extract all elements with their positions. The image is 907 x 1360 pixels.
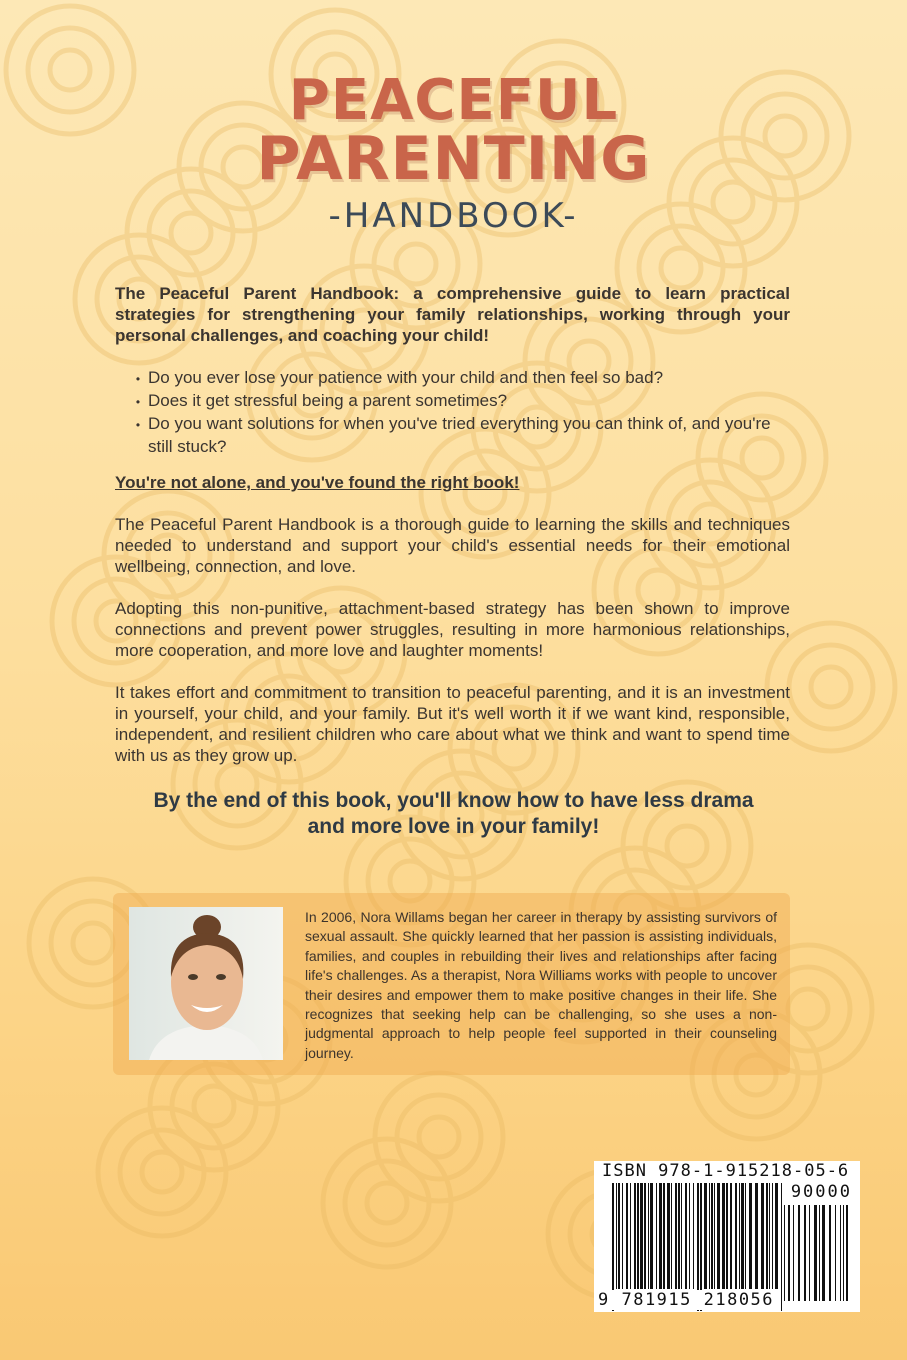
- subheading: You're not alone, and you've found the right book!: [115, 473, 520, 492]
- swirl: [397, 1095, 481, 1179]
- bar: [835, 1205, 836, 1301]
- swirl: [661, 248, 701, 288]
- bar: [637, 1183, 639, 1289]
- bar: [678, 1183, 680, 1289]
- paragraph: The Peaceful Parent Handbook is a thorough guide to learning the skills and techniques needed to understand and support your child's essential needs for their emotional wellbeing, connection, and love.: [115, 515, 790, 576]
- title-peaceful: PEACEFUL: [288, 68, 619, 133]
- bar: [681, 1183, 682, 1289]
- bar: [843, 1205, 844, 1301]
- bar: [749, 1183, 752, 1289]
- bar: [689, 1183, 690, 1289]
- swirl: [120, 1130, 204, 1214]
- bar: [685, 1183, 687, 1289]
- swirl: [98, 1108, 226, 1236]
- author-bio-text: In 2006, Nora Willams began her career in therapy by assisting survivors of sexual assault. She quickly learned that her passion is assisting individuals, families, and couples in rebuilding their lives and relationships after facing life's challenges. As a therapist, Nora Williams works with people to uncover their desires and empower them to make positive changes in their life. She recognizes that seeking help can be challenging, so she uses a non-judgmental approach to help people feel supported in their counseling journey.: [305, 909, 777, 1061]
- bar: [667, 1183, 670, 1289]
- bar: [730, 1183, 732, 1289]
- bar: [781, 1183, 782, 1311]
- isbn-barcode: [594, 1161, 860, 1312]
- bar: [630, 1183, 631, 1289]
- swirl: [142, 1152, 182, 1192]
- bar: [793, 1205, 794, 1301]
- price-code: 90000: [790, 1182, 852, 1202]
- author-photo: [129, 907, 283, 1060]
- closing-line: and more love in your family!: [307, 815, 600, 838]
- swirl: [396, 244, 436, 284]
- bar: [717, 1183, 720, 1289]
- author-bio-box: [113, 893, 790, 1075]
- bar: [704, 1183, 707, 1289]
- bar: [644, 1183, 646, 1289]
- swirl: [345, 1161, 429, 1245]
- bar: [788, 1205, 790, 1301]
- bar: [814, 1205, 817, 1301]
- bar: [622, 1183, 623, 1289]
- swirl: [367, 1183, 407, 1223]
- bar: [648, 1183, 649, 1289]
- title-handbook: -HANDBOOK-: [328, 196, 579, 236]
- bar: [840, 1205, 841, 1301]
- swirl: [789, 645, 873, 729]
- bar: [671, 1183, 672, 1289]
- paragraph: It takes effort and commitment to transition to peaceful parenting, and it is an investment in yourself, your child, and your family. But it's well worth it if we want kind, responsible, independent, and resilient children who care about what we think and want to spend time with us as they grow up.: [115, 683, 790, 765]
- swirl: [323, 1139, 451, 1267]
- isbn-number: ISBN 978-1-915218-05-6: [602, 1161, 850, 1181]
- swirl: [788, 989, 828, 1029]
- bar: [798, 1205, 800, 1301]
- bar: [739, 1183, 740, 1289]
- bar: [735, 1183, 737, 1289]
- bar: [693, 1183, 694, 1289]
- swirl: [811, 667, 851, 707]
- swirl: [73, 923, 113, 963]
- bar: [822, 1205, 825, 1301]
- bar: [626, 1183, 628, 1289]
- bar: [640, 1183, 643, 1289]
- question-list: [128, 367, 790, 457]
- bar: [755, 1183, 758, 1289]
- bar: [846, 1205, 848, 1301]
- bar: [761, 1183, 764, 1289]
- bar: [650, 1183, 653, 1289]
- bar: [722, 1183, 725, 1289]
- bar: [659, 1183, 662, 1289]
- ean-number: 9 781915 218056: [598, 1290, 775, 1310]
- swirl: [194, 1086, 234, 1126]
- bar: [618, 1183, 620, 1289]
- bar: [709, 1183, 710, 1289]
- bar: [726, 1183, 728, 1289]
- closing-line: By the end of this book, you'll know how to have less drama: [153, 789, 754, 812]
- bar: [769, 1183, 770, 1289]
- bar: [775, 1183, 778, 1289]
- bar: [634, 1183, 636, 1289]
- bar: [829, 1205, 831, 1301]
- bar: [656, 1183, 657, 1289]
- bar: [711, 1183, 713, 1289]
- swirl: [172, 1064, 256, 1148]
- bar: [714, 1183, 715, 1289]
- closing-statement: [0, 788, 907, 840]
- bar: [809, 1205, 810, 1301]
- intro-paragraph: The Peaceful Parent Handbook: a comprehensive guide to learn practical strategies for strengthening your family relationships, working through your personal challenges, and coaching your child!: [115, 284, 790, 345]
- bullet-item: • Do you ever lose your patience with your child and then feel so bad?: [128, 367, 790, 390]
- bar: [675, 1183, 677, 1289]
- bullet-item: • Do you want solutions for when you've tried everything you can think of, and you're still stuck?: [128, 413, 790, 457]
- bar: [745, 1183, 746, 1289]
- bar: [804, 1205, 806, 1301]
- swirl: [375, 1073, 503, 1201]
- bar: [784, 1205, 785, 1301]
- title-parenting: PARENTING: [256, 124, 651, 194]
- swirl: [419, 1117, 459, 1157]
- bar: [819, 1205, 820, 1301]
- bar: [663, 1183, 665, 1289]
- bar: [766, 1183, 768, 1289]
- bar: [772, 1183, 773, 1289]
- bullet-item: • Does it get stressful being a parent sometimes?: [128, 390, 790, 413]
- paragraph: Adopting this non-punitive, attachment-based strategy has been shown to improve connections and prevent power struggles, resulting in more harmonious relationships, more cooperation, and more love and laughter moments!: [115, 599, 790, 660]
- bar: [616, 1183, 617, 1289]
- bar: [741, 1183, 744, 1289]
